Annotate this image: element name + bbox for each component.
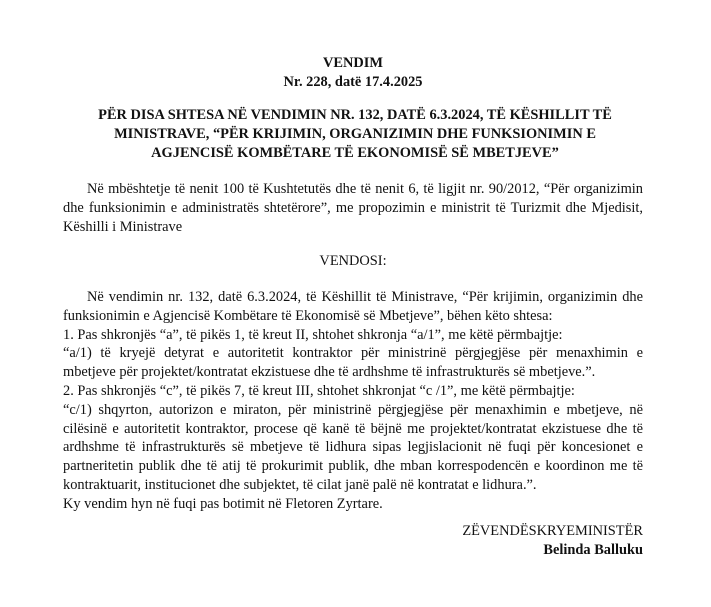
preamble (63, 180, 643, 236)
decision-title: VENDIM (323, 55, 383, 71)
point-2: 2. Pas shkronjës “c”, të pikës 7, të kreut III, shtohet shkronjat “c /1”, me këtë përmbajtje: (63, 382, 575, 399)
preamble-line-1: Në mbështetje të nenit 100 të Kushtetutës dhe të nenit 6, të ligjit nr. 90/2012, “Për organizimin (87, 181, 643, 197)
point-2-text-line-4: partneritetin publik dhe të atij të prokurimit publik, dhe mban korrespodencën e koordinon me të (63, 458, 643, 475)
point-2-text-line-5: kontraktuarit, institucionet dhe subjektet, të cilat janë palë në kontratat e lidhura.”. (63, 476, 537, 493)
decides-heading: VENDOSI: (319, 253, 387, 269)
point-1-text-line-2: mbetjeve për projektet/kontratat ekzistuese dhe të ardhshme të infrastrukturës së mbetjeve.”. (63, 364, 596, 381)
body-intro-line-1: Në vendimin nr. 132, datë 6.3.2024, të Këshillit të Ministrave, “Për krijimin, organizimin dhe (87, 289, 643, 305)
point-2-text-line-3: ardhshme të infrastrukturës së mbetjeve të lidhura sipas legjislacionit në fuqi për koncesionet e (63, 439, 643, 456)
signatory-role: ZËVENDËSKRYEMINISTËR (462, 523, 643, 539)
subject-line-3: AGJENCISË KOMBËTARE TË EKONOMISË SË MBETJEVE” (151, 144, 559, 161)
preamble-line-2: dhe funksionimin e administratës shtetërore”, me propozimin e ministrit të Turizmit dhe Mjedisit, (63, 199, 643, 216)
point-1-text-line-1: “a/1) të kryejë detyrat e autoritetit kontraktor për ministrinë përgjegjëse për menaxhimin e (63, 345, 643, 362)
preamble-line-3: Këshilli i Ministrave (63, 218, 183, 235)
closing-clause: Ky vendim hyn në fuqi pas botimit në Fletoren Zyrtare. (63, 495, 383, 512)
decision-header (63, 54, 643, 92)
point-2-text-line-2: cilësinë e autoritetit kontraktor, procese që kanë të bëjnë me projektet/kontratat ekzistuese dhe të (63, 420, 643, 437)
decision-body (63, 288, 643, 514)
signatory-name: Belinda Balluku (543, 541, 643, 558)
subject-line-2: MINISTRAVE, “PËR KRIJIMIN, ORGANIZIMIN DHE FUNKSIONIMIN E (114, 125, 596, 142)
signature-block (63, 522, 643, 560)
decision-subject (48, 106, 662, 162)
body-intro-line-2: funksionimin e Agjencisë Kombëtare të Ekonomisë së Mbetjeve”, bëhen këto shtesa: (63, 307, 553, 324)
subject-line-1: PËR DISA SHTESA NË VENDIMIN NR. 132, DATË 6.3.2024, TË KËSHILLIT TË (98, 107, 612, 123)
decision-number: Nr. 228, datë 17.4.2025 (283, 73, 423, 90)
point-2-text-line-1: “c/1) shqyrton, autorizon e miraton, për ministrinë përgjegjëse për menaxhimin e mbetjeve, në (63, 401, 643, 418)
point-1: 1. Pas shkronjës “a”, të pikës 1, të kreut II, shtohet shkronja “a/1”, me këtë përmbajtje: (63, 326, 563, 343)
